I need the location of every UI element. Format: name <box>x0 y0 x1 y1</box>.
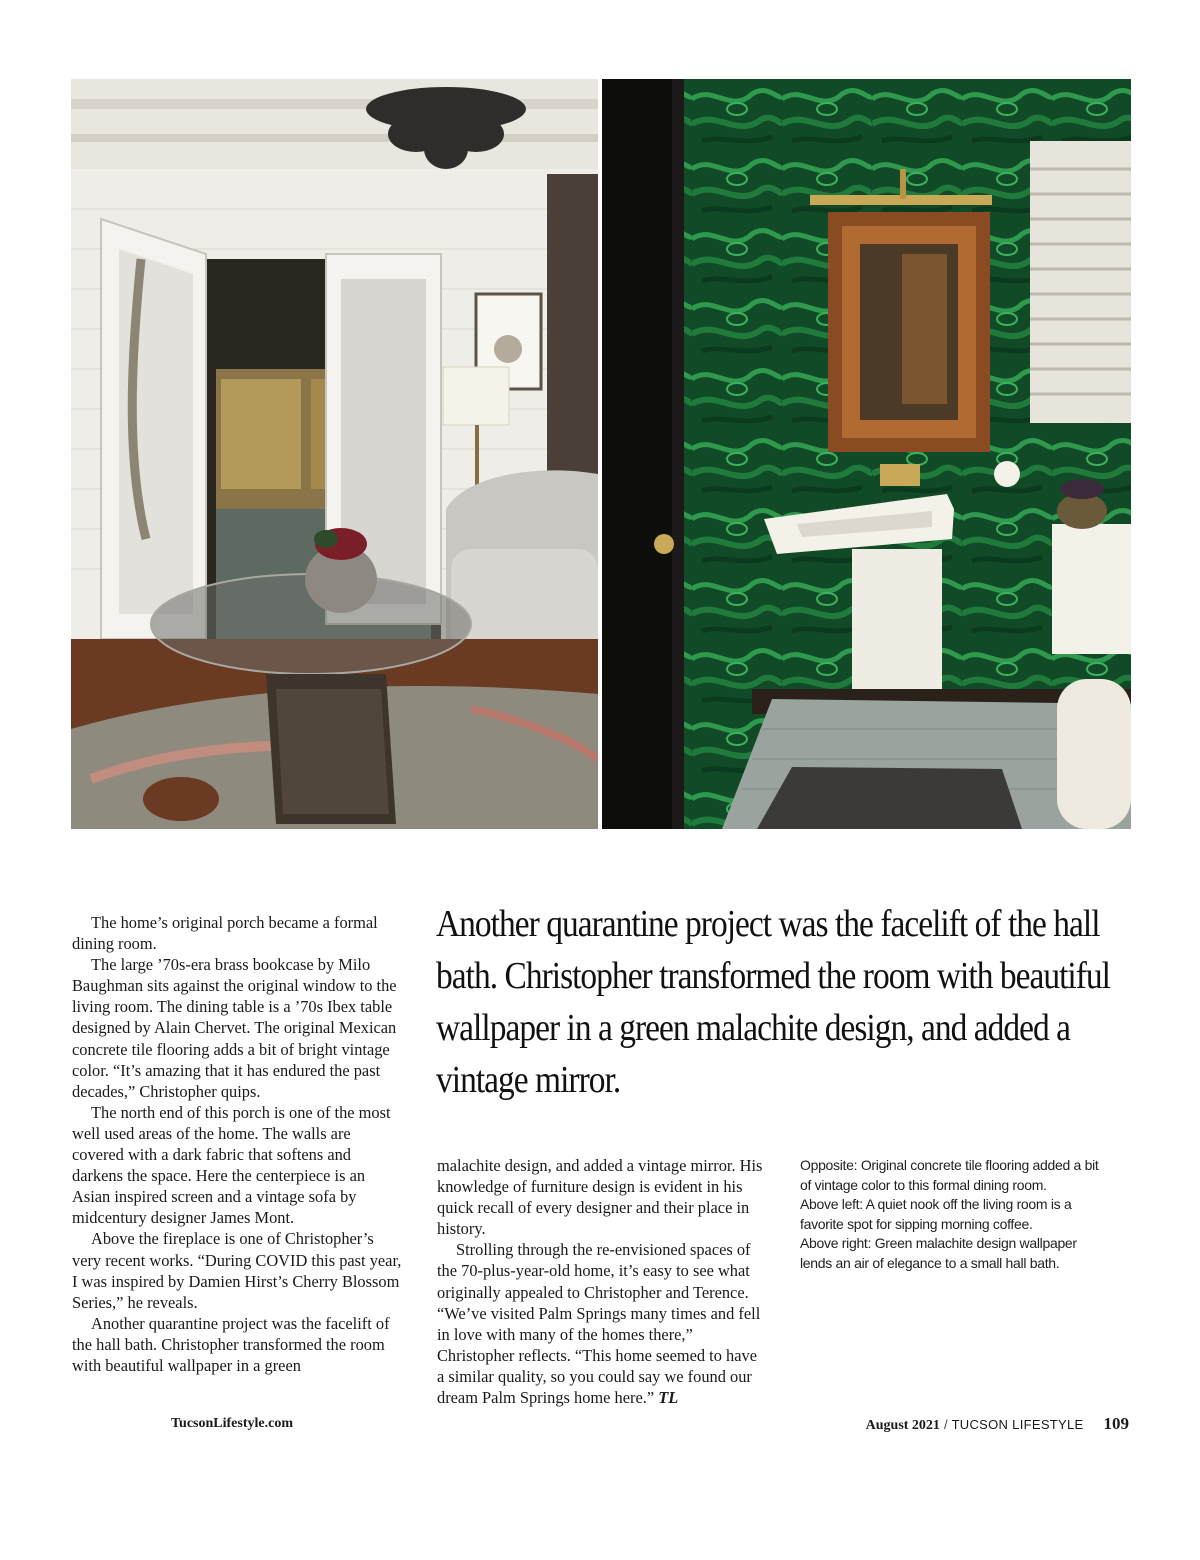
body-column-1 <box>72 912 402 1376</box>
body-paragraph: Another quarantine project was the facelift of the hall bath. Christopher transformed the room with beautiful wallpaper in a green <box>72 1313 390 1375</box>
footer-folio <box>866 1414 1129 1434</box>
caption-opposite: Opposite: Original concrete tile flooring added a bit of vintage color to this formal dining room. <box>800 1157 1099 1193</box>
body-paragraph: The north end of this porch is one of the most well used areas of the home. The walls are covered with a dark fabric that softens and darkens the space. Here the centerpiece is an Asian inspired screen and a vintage sofa by midcentury designer James Mont. <box>72 1102 391 1228</box>
end-mark: TL <box>658 1388 679 1408</box>
pull-quote: Another quarantine project was the facelift of the hall bath. Christopher transformed the room with beautiful wallpaper in a green malachite design, and added a vintage mirror. <box>436 903 1110 1101</box>
footer-date: August 2021 <box>865 1418 940 1433</box>
body-paragraph: malachite design, and added a vintage mirror. His knowledge of furniture design is evident in his quick recall of every designer and their place in history. <box>437 1156 763 1239</box>
body-paragraph: The home’s original porch became a formal dining room. <box>72 913 378 954</box>
caption-above-right: Above right: Green malachite design wallpaper lends an air of elegance to a small hall bath. <box>800 1235 1077 1271</box>
hall-bath-malachite-photo <box>602 79 1131 829</box>
body-paragraph-final <box>437 1239 767 1408</box>
body-paragraph: The large ’70s-era brass bookcase by Milo Baughman sits against the original window to the living room. The dining table is a ’70s Ibex table designed by Alain Chervet. The original Mexican concrete tile flooring adds a bit of bright vintage color. “It’s amazing that it has endured the past decades,” Christopher quips. <box>72 955 397 1101</box>
caption-above-left: Above left: A quiet nook off the living room is a favorite spot for sipping morning coffee. <box>800 1196 1072 1232</box>
footer-separator: / <box>943 1417 948 1432</box>
page-number: 109 <box>1103 1414 1129 1433</box>
footer-website: TucsonLifestyle.com <box>171 1416 293 1431</box>
body-paragraph-text: Strolling through the re-envisioned spaces of the 70-plus-year-old home, it’s easy to see what originally appealed to Christopher and Terence. “We’ve visited Palm Springs many times and fell in love with many of the homes there,” Christopher reflects. “This home seemed to have a similar quality, so you could say we found our dream Palm Springs home here.” <box>437 1240 761 1408</box>
dining-room-nook-photo <box>71 79 598 829</box>
body-paragraph: Above the fireplace is one of Christopher’s very recent works. “During COVID this past year, I was inspired by Damien Hirst’s Cherry Blossom Series,” he reveals. <box>72 1229 402 1312</box>
footer-publication: TUCSON LIFESTYLE <box>951 1417 1084 1432</box>
photo-captions <box>800 1156 1100 1274</box>
body-column-2 <box>437 1155 767 1408</box>
